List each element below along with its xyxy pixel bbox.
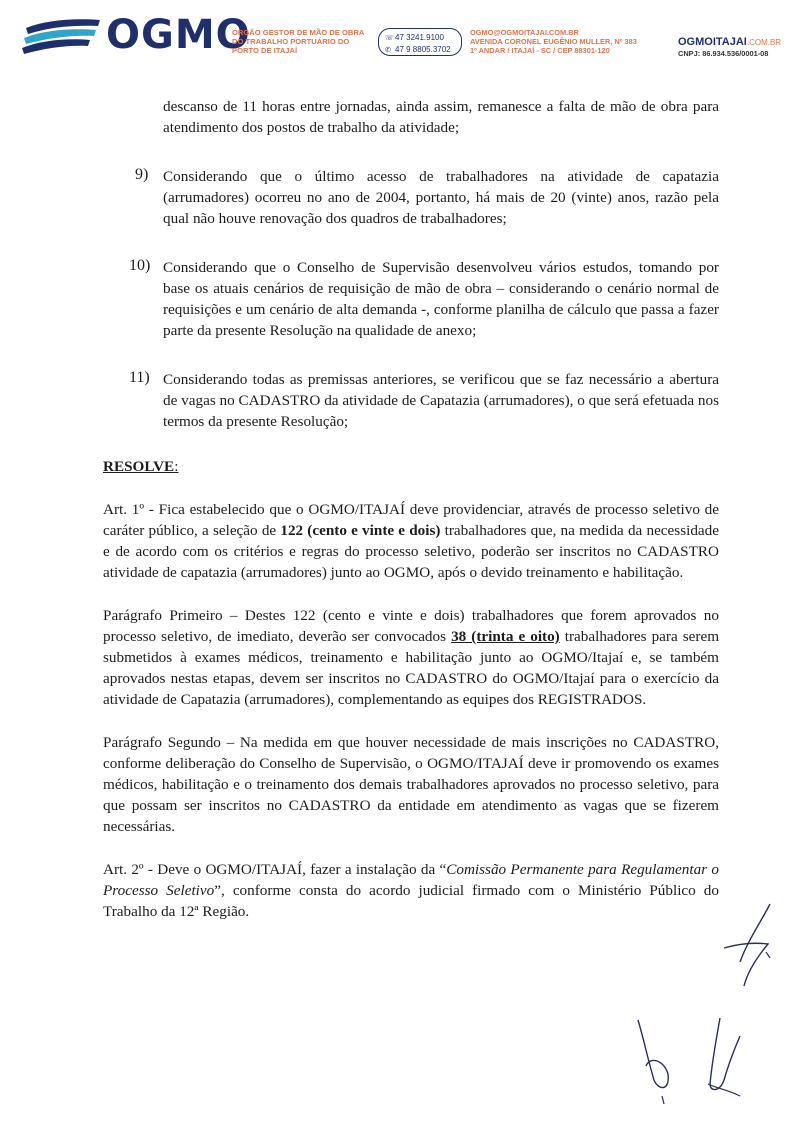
contact-info: [470, 28, 670, 55]
ogmo-logo-icon: [22, 14, 104, 58]
paragraph-first: [103, 605, 719, 710]
item-number: 9): [135, 166, 149, 183]
article-1-text-end: trabalhadores que, na medida da necessidade e de acordo com os critérios e regras do processo seletivo, poderão ser inscritos no CADASTRO atividade de capatazia (arrumadores) junto ao OGMO, após o devido treinamento e habilitação.: [103, 522, 720, 581]
letterhead: [0, 0, 800, 80]
considering-item-9: [103, 166, 719, 229]
item-text: Considerando que o Conselho de Supervisão desenvolveu vários estudos, tomando por base os atuais cenários de requisição de mão de obra – considerando o cenário normal de requisições e um cenário de alta demanda -, conforme planilha de cálculo que passa a fazer parte da presente Resolução na qualidade de anexo;: [163, 259, 719, 339]
phone-icon: ☏: [385, 35, 394, 42]
brand-domain: .COM.BR: [746, 38, 782, 47]
considering-item-10: [103, 257, 719, 341]
paragraph-first-text: Parágrafo Primeiro – Destes 122 (cento e vinte e dois) trabalhadores que forem aprovados no processo seletivo, de imediato, deverão ser convocados: [103, 607, 719, 645]
phone-box: [378, 28, 462, 56]
article-1-text: Art. 1º - Fica estabelecido que o OGMO/ITAJAÍ deve providenciar, através de processo seletivo de caráter público, a seleção de: [103, 501, 719, 539]
address-line-1: AVENIDA CORONEL EUGÊNIO MULLER, Nº 383: [470, 37, 637, 46]
paragraph-second: Parágrafo Segundo – Na medida em que houver necessidade de mais inscrições no CADASTRO, conforme deliberação do Conselho de Supervisão, o OGMO/ITAJAÍ deve ir promovendo os exames médicos, habilitação e o treinamento dos demais trabalhadores aprovados no processo seletivo, para que possam ser inscritos no CADASTRO da entidade em atendimento as vagas que se fizerem necessárias.: [103, 734, 719, 835]
handwritten-initial-right: [718, 900, 788, 990]
handwritten-signature-bottom: [624, 1000, 754, 1110]
article-1-count: 122 (cento e vinte e dois): [280, 522, 441, 539]
phone-number: 47 3241.9100: [395, 33, 444, 42]
paragraph-first-text-end: trabalhadores para serem submetidos à exames médicos, treinamento e habilitação junto ao OGMO/Itajaí e, se também aprovados nestas etapas, devem ser inscritos no CADASTRO do OGMO/Itajaí para o exercício da atividade de Capatazia (arrumadores), complementando as equipes dos REGISTRADOS.: [103, 628, 720, 708]
considering-item-11: [103, 369, 719, 432]
resolve-word: RESOLVE: [103, 458, 175, 475]
article-2-text-end: ”, conforme consta do acordo judicial firmado com o Ministério Público do Trabalho da 12ª Região.: [103, 882, 719, 920]
logo-wordmark: OGMO: [106, 12, 251, 58]
commission-name: Comissão Permanente para Regulamentar o Processo Seletivo: [103, 861, 719, 899]
whatsapp-number: 47 9 8805.3702: [395, 45, 451, 54]
article-2-text: Art. 2º - Deve o OGMO/ITAJAÍ, fazer a instalação da “: [103, 861, 447, 878]
address-line-2: 1º ANDAR / ITAJAÍ - SC / CEP 88301-120: [470, 46, 610, 55]
email-address: OGMO@OGMOITAJAI.COM.BR: [470, 28, 579, 37]
continuation-paragraph: descanso de 11 horas entre jornadas, ainda assim, remanesce a falta de mão de obra para atendimento dos postos de trabalho da atividade;: [163, 98, 719, 136]
item-number: 10): [129, 257, 151, 274]
article-2: [103, 859, 719, 922]
item-text: Considerando todas as premissas anteriores, se verificou que se faz necessário a abertura de vagas no CADASTRO da atividade de Capatazia (arrumadores), o que será efetuada nos termos da presente Resolução;: [163, 371, 719, 430]
item-text: Considerando que o último acesso de trabalhadores na atividade de capatazia (arrumadores) ocorreu no ano de 2004, portanto, há mais de 20 (vinte) anos, razão pela qual não houve renovação dos quadros de trabalhadores;: [163, 168, 719, 227]
cnpj: CNPJ: 86.934.536/0001-08: [678, 49, 769, 58]
brand-block: [678, 36, 788, 59]
paragraph-first-count: 38 (trinta e oito): [451, 628, 560, 645]
organization-name: ÓRGÃO GESTOR DE MÃO DE OBRA DO TRABALHO PORTUÁRIO DO PORTO DE ITAJAÍ: [232, 28, 365, 55]
document-body: [103, 96, 719, 922]
whatsapp-icon: ✆: [385, 47, 391, 54]
item-number: 11): [129, 369, 150, 386]
brand-name: OGMOITAJAI: [678, 36, 747, 48]
resolve-colon: :: [174, 458, 179, 475]
resolve-heading: [103, 456, 719, 477]
article-1: [103, 499, 719, 583]
